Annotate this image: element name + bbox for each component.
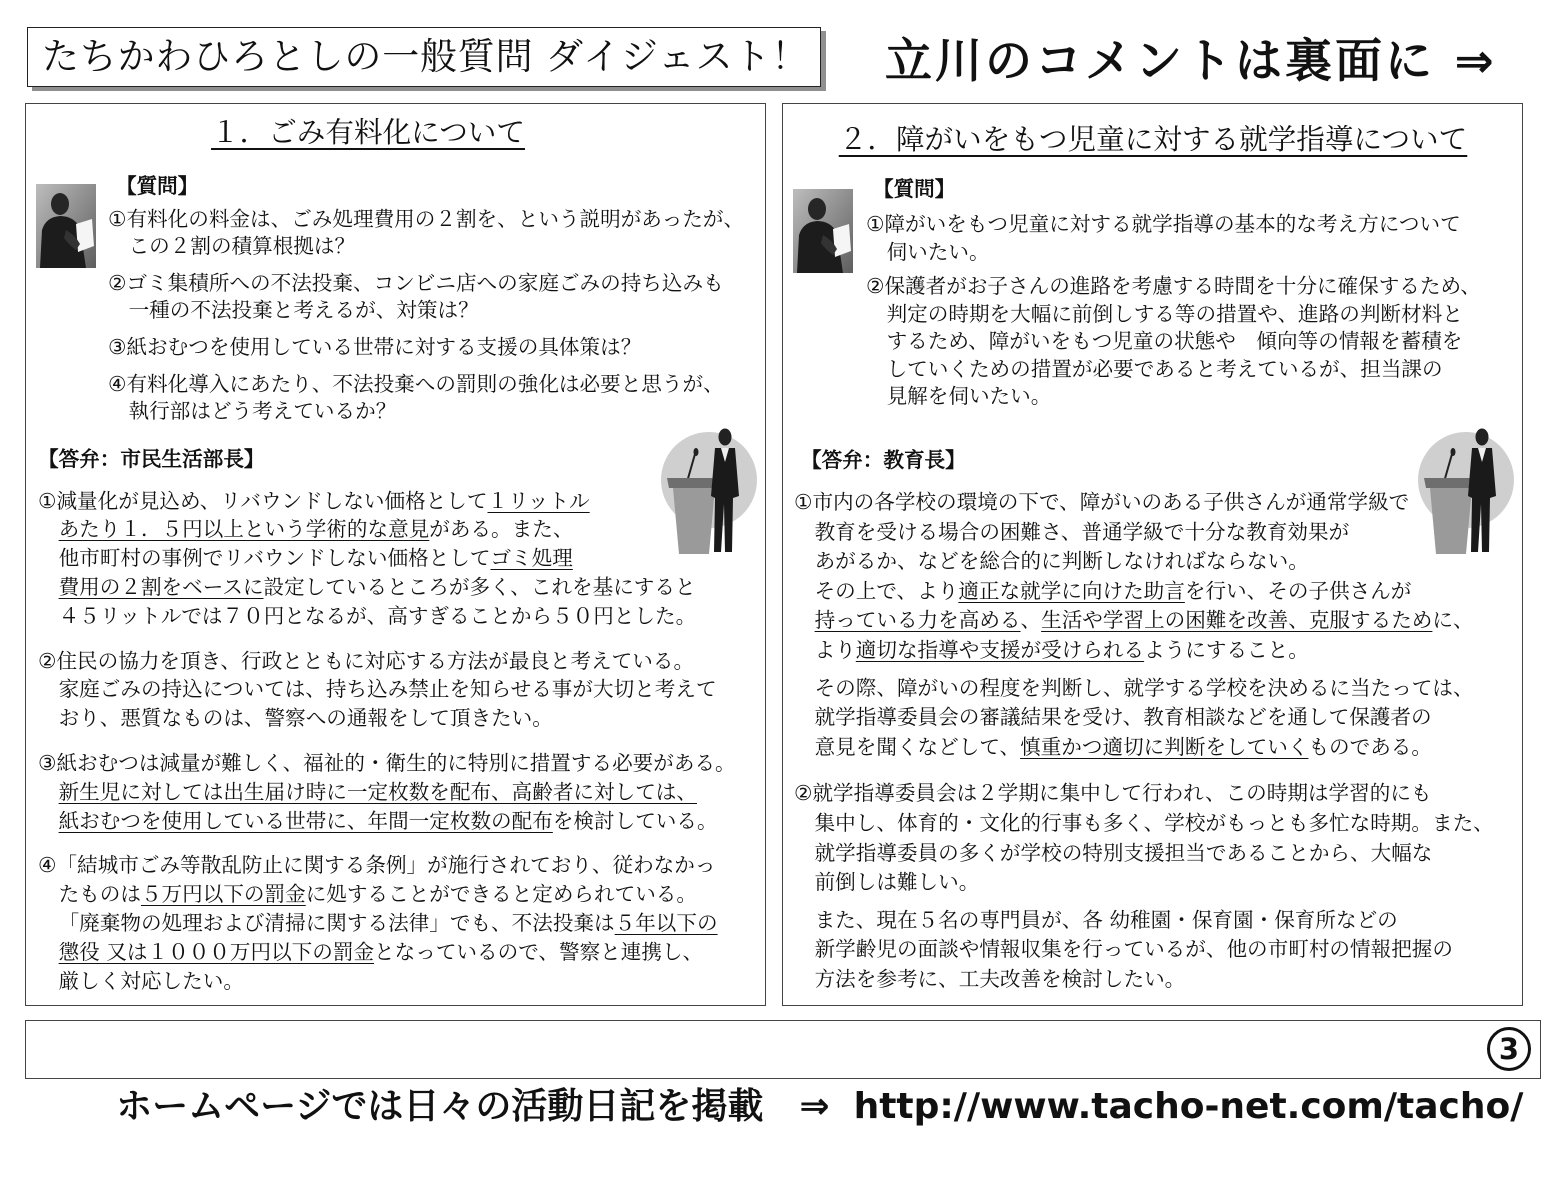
text-run: 集中し、体育的・文化的行事も多く、学校がもっとも多忙な時期。また、: [814, 810, 1494, 835]
text-run: より: [814, 637, 856, 662]
text-run: を行い、その子供さんが: [1184, 578, 1412, 603]
text-line: [38, 675, 736, 704]
text-run: 執行部はどう考えているか？: [128, 398, 397, 423]
text-run: となっているので、警察と連携し、: [374, 939, 704, 964]
question-heading: 【質問】: [873, 177, 956, 201]
text-line: [794, 674, 1494, 704]
text-run: ②住民の協力を頂き、行政とともに対応する方法が最良と考えている。: [38, 648, 695, 673]
text-run: たものは: [58, 882, 141, 907]
text-run: この２割の積算根拠は？: [128, 233, 356, 258]
text-run: ものである。: [1308, 734, 1432, 759]
text-line: [38, 487, 736, 516]
question-item: [866, 273, 1481, 411]
paragraph: [38, 487, 736, 631]
underlined-phrase: １リットル: [487, 488, 590, 513]
paragraph: [108, 334, 744, 361]
section-title: １．ごみ有料化について: [211, 115, 525, 149]
text-line: [108, 398, 744, 425]
text-line: [108, 334, 744, 361]
underlined-phrase: 慎重かつ適切に判断をしていく: [1020, 734, 1309, 759]
paragraph: [108, 371, 744, 425]
text-line: [794, 906, 1494, 936]
text-line: [108, 233, 744, 260]
text-run: ③紙おむつは減量が難しく、福祉的・衛生的に特別に措置する必要がある。: [38, 750, 736, 775]
homepage-url: http://www.tacho-net.com/tacho/: [853, 1086, 1524, 1127]
paragraph: [794, 674, 1494, 763]
text-run: ②就学指導委員会は２学期に集中して行われ、この時期は学習的にも: [794, 781, 1432, 806]
question-item: [108, 206, 744, 260]
text-run: ①市内の各学校の環境の下で、障がいのある子供さんが通常学級で: [794, 490, 1410, 514]
footer-banner: [25, 1020, 1541, 1127]
question-item: [108, 334, 744, 361]
text-line: [794, 518, 1494, 548]
paragraph: [108, 206, 744, 260]
text-line: [38, 938, 736, 967]
text-line: [38, 647, 736, 676]
text-line: [866, 211, 1481, 239]
text-line: [38, 967, 736, 996]
underlined-phrase: 新生児に対しては出生届け時に一定枚数を配布、高齢者に対しては、: [58, 779, 697, 804]
text-run: 就学指導委員の多くが学校の特別支援担当であることから、大幅な: [814, 840, 1433, 865]
underlined-phrase: 持っている力を高める: [814, 608, 1021, 633]
underlined-phrase: ５万円以下の罰金: [140, 882, 306, 907]
paragraph: [38, 851, 736, 995]
text-run: 他市町村の事例でリバウンドしない価格として: [58, 546, 491, 571]
text-line: [794, 606, 1494, 636]
text-run: 判定の時期を大幅に前倒しする等の措置や、進路の判断材料と: [886, 301, 1463, 326]
section-panel-garbage-fee: [25, 103, 766, 1006]
microphone: [694, 448, 699, 456]
paragraph: [38, 647, 736, 733]
digest-title: たちかわひろとしの一般質問 ダイジェスト！: [42, 35, 810, 78]
text-run: ①障がいをもつ児童に対する就学指導の基本的な考え方について: [866, 212, 1461, 236]
text-line: [794, 733, 1494, 763]
paragraph: [866, 273, 1481, 411]
text-line: [866, 273, 1481, 301]
text-line: [108, 297, 744, 324]
question-item: [108, 270, 744, 324]
digest-title-box: [27, 27, 821, 87]
text-line: [38, 909, 736, 938]
text-line: [38, 851, 736, 880]
text-run: ②ゴミ集積所への不法投棄、コンビニ店への家庭ごみの持ち込みも: [108, 270, 724, 295]
text-run: 見解を伺いたい。: [886, 384, 1052, 408]
answer-heading: 【答弁：市民生活部長】: [38, 447, 265, 471]
text-run: ①減量化が見込め、リバウンドしない価格として: [38, 488, 488, 513]
answer-item: [38, 647, 736, 733]
text-line: [794, 577, 1494, 607]
text-line: [38, 544, 736, 573]
footer-line: [66, 1021, 1523, 1192]
text-run: 、: [1020, 608, 1042, 633]
text-line: [108, 206, 744, 233]
reverse-side-note: 立川のコメントは裏面に ⇒: [885, 34, 1497, 89]
section-panel-school-guidance: [782, 103, 1523, 1006]
answer-heading: 【答弁：教育長】: [801, 448, 966, 472]
speaker-head: [719, 429, 732, 446]
text-line: [108, 270, 744, 297]
question-heading: 【質問】: [116, 174, 199, 198]
answer-item: [38, 487, 736, 631]
paragraph: [108, 270, 744, 324]
text-line: [794, 636, 1494, 666]
footer-text: ホームページでは日々の活動日記を掲載: [116, 1086, 764, 1127]
question-list: [866, 211, 1481, 411]
text-run: ④有料化導入にあたり、不法投棄への罰則の強化は必要と思うが、: [108, 371, 724, 396]
head: [808, 198, 826, 220]
text-run: ③紙おむつを使用している世帯に対する支援の具体策は？: [108, 334, 642, 359]
person-reading-illustration: [36, 184, 96, 268]
text-line: [866, 356, 1481, 384]
section-title: ２．障がいをもつ児童に対する就学指導について: [838, 122, 1468, 156]
text-run: するため、障がいをもつ児童の状態や 傾向等の情報を蓄積を: [886, 329, 1463, 353]
paragraph: [866, 211, 1481, 266]
answer-item: [38, 851, 736, 995]
text-run: 伺いたい。: [886, 239, 990, 264]
text-run: 前倒しは難しい。: [814, 870, 980, 895]
text-run: を検討している。: [552, 808, 718, 833]
page-number-badge: 3: [1487, 1027, 1531, 1071]
text-run: また、現在５名の専門員が、各 幼稚園・保育園・保育所などの: [814, 907, 1398, 932]
answer-item: [38, 749, 736, 835]
text-run: 「廃棄物の処理および清掃に関する法律」でも、不法投棄は: [58, 910, 615, 935]
question-item: [866, 211, 1481, 266]
text-line: [108, 371, 744, 398]
text-line: [794, 839, 1494, 869]
text-run: ②保護者がお子さんの進路を考慮する時間を十分に確保するため、: [866, 274, 1481, 298]
text-run: 就学指導委員会の審議結果を受け、教育相談などを通して保護者の: [814, 705, 1432, 730]
person-reading-illustration: [793, 189, 853, 273]
text-line: [866, 383, 1481, 411]
text-run: 一種の不法投棄と考えるが、対策は？: [128, 297, 479, 322]
underlined-phrase: 懲役 又は１０００万円以下の罰金: [58, 939, 375, 964]
text-run: その上で、より: [814, 578, 959, 603]
text-run: 家庭ごみの持込については、持ち込み禁止を知らせる事が大切と考えて: [58, 677, 717, 702]
text-run: ４５リットルでは７０円となるが、高すぎることから５０円とした。: [58, 603, 697, 628]
underlined-phrase: 適正な就学に向けた助言: [958, 578, 1185, 603]
paragraph: [794, 906, 1494, 995]
text-run: 教育を受ける場合の困難さ、普通学級で十分な教育効果が: [814, 519, 1350, 544]
paragraph: [794, 488, 1494, 666]
text-line: [794, 965, 1494, 995]
text-line: [794, 868, 1494, 898]
paragraph: [38, 749, 736, 835]
text-run: 新学齢児の面談や情報収集を行っているが、他の市町村の情報把握の: [814, 937, 1453, 962]
text-run: 厳しく対応したい。: [58, 968, 244, 993]
text-line: [38, 807, 736, 836]
text-line: [38, 602, 736, 631]
text-line: [866, 301, 1481, 329]
text-run: していくための措置が必要であると考えているが、担当課の: [886, 356, 1443, 381]
text-run: がある。また、: [429, 517, 574, 542]
text-line: [38, 515, 736, 544]
underlined-phrase: あたり１．５円以上という学術的な意見: [58, 517, 430, 542]
text-line: [794, 779, 1494, 809]
underlined-phrase: 生活や学習上の困難を改善、克服するため: [1041, 608, 1433, 633]
text-run: 方法を参考に、工夫改善を検討したい。: [814, 966, 1186, 991]
text-run: 意見を聞くなどして、: [814, 734, 1021, 759]
text-line: [794, 935, 1494, 965]
text-line: [794, 488, 1494, 518]
text-run: に処することができると定められている。: [305, 882, 697, 907]
underlined-phrase: 紙おむつを使用している世帯に、年間一定枚数の配布: [58, 808, 553, 833]
underlined-phrase: ゴミ処理: [490, 546, 573, 571]
text-line: [866, 328, 1481, 356]
text-run: あがるか、などを総合的に判断しなければならない。: [814, 549, 1309, 574]
text-run: 設定しているところが多く、これを基にすると: [263, 574, 696, 599]
text-line: [794, 547, 1494, 577]
text-line: [38, 880, 736, 909]
underlined-phrase: 適切な指導や支援が受けられる: [855, 637, 1145, 662]
answer-list: [794, 488, 1494, 995]
text-run: ようにすること。: [1144, 637, 1309, 662]
answer-list: [38, 487, 736, 996]
text-line: [866, 239, 1481, 267]
text-line: [38, 749, 736, 778]
question-list: [108, 206, 744, 425]
text-line: [38, 704, 736, 733]
text-run: ④「結城市ごみ等散乱防止に関する条例」が施行されており、従わなかっ: [38, 853, 716, 878]
answer-item: [794, 488, 1494, 762]
answer-item: [794, 779, 1494, 994]
speaker-head: [1476, 429, 1489, 446]
text-line: [38, 573, 736, 602]
paragraph: [794, 779, 1494, 897]
text-line: [794, 703, 1494, 733]
microphone: [1451, 448, 1456, 456]
head: [51, 193, 69, 215]
text-run: おり、悪質なものは、警察への通報をして頂きたい。: [58, 706, 553, 731]
text-run: に、: [1432, 608, 1474, 633]
underlined-phrase: ５年以下の: [614, 910, 718, 935]
underlined-phrase: 費用の２割をベースに: [58, 574, 264, 599]
text-run: ①有料化の料金は、ごみ処理費用の２割を、という説明があったが、: [108, 206, 745, 231]
text-line: [794, 809, 1494, 839]
arrow-icon: ⇒: [799, 1086, 830, 1127]
text-run: その際、障がいの程度を判断し、就学する学校を決めるに当たっては、: [814, 675, 1474, 700]
text-line: [38, 778, 736, 807]
question-item: [108, 371, 744, 425]
